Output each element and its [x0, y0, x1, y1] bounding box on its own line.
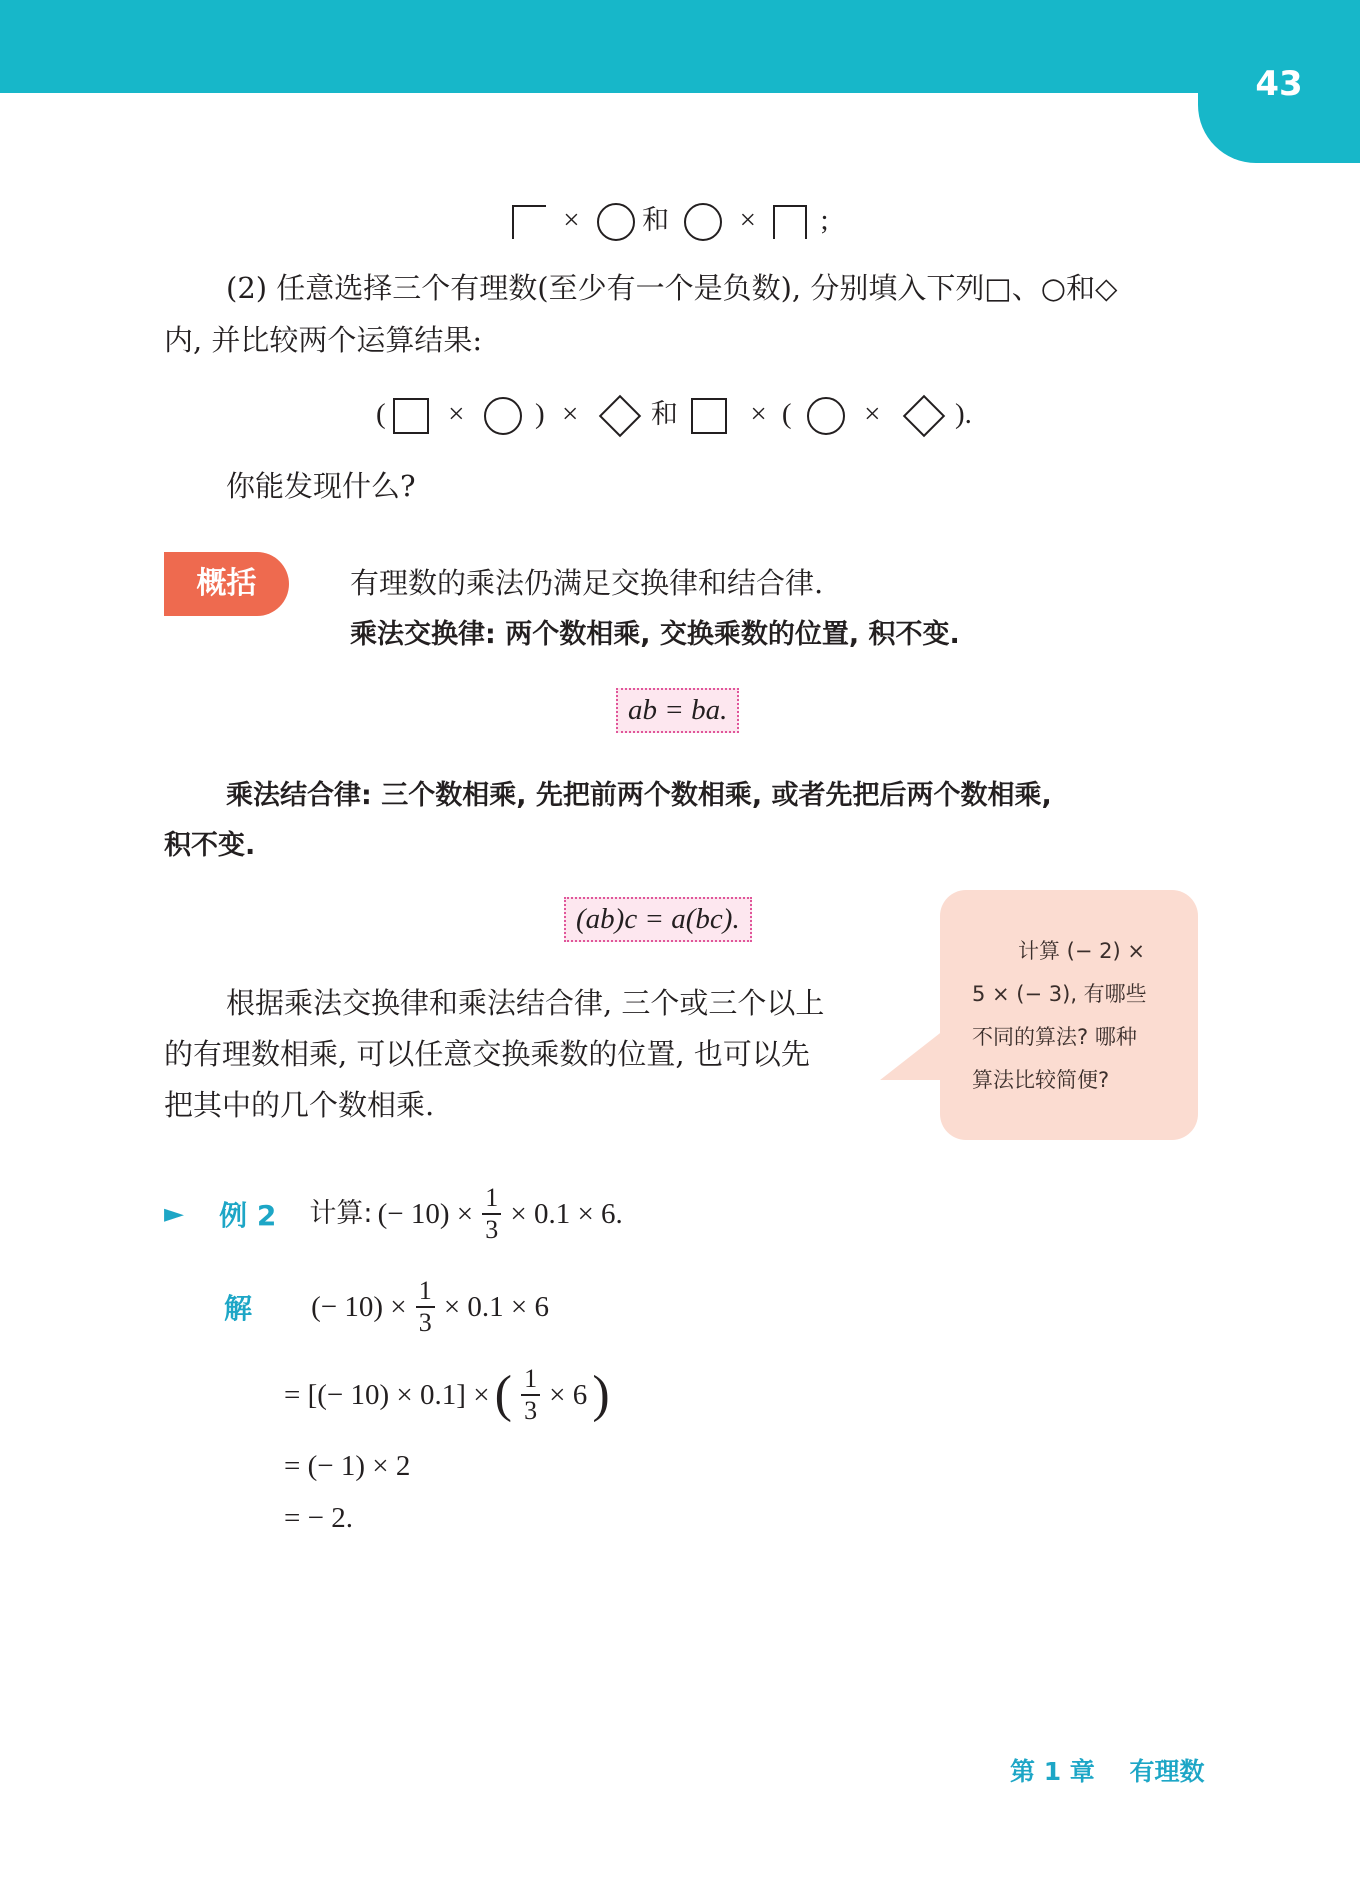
times-sign: ×	[561, 398, 579, 430]
task2-line2: 内, 并比较两个运算结果:	[164, 323, 483, 357]
fraction-numerator: 1	[521, 1364, 540, 1396]
square-placeholder-icon	[691, 398, 727, 434]
summary-intro: 有理数的乘法仍满足交换律和结合律.	[350, 566, 824, 600]
circle-placeholder-icon	[597, 203, 635, 241]
square-placeholder-icon	[512, 205, 546, 239]
fraction-numerator: 1	[416, 1276, 435, 1308]
conclusion-line3: 把其中的几个数相乘.	[164, 1088, 435, 1122]
times-sign: ×	[448, 398, 465, 430]
closing-paren-period: ).	[954, 398, 972, 430]
example-arrow-icon: ►	[164, 1199, 184, 1229]
hint-line4: 算法比较简便?	[972, 1068, 1110, 1092]
solution-step2-inner: × 6	[549, 1378, 588, 1411]
example-expr-before: (− 10) ×	[377, 1197, 474, 1230]
header-band	[0, 0, 1360, 93]
solution-label: 解	[224, 1292, 253, 1325]
associative-formula: (ab)c = a(bc).	[564, 897, 752, 942]
and-word: 和	[642, 205, 670, 236]
solution-line2	[284, 1364, 610, 1426]
solution-line1	[224, 1276, 549, 1338]
solution-line3: = (− 1) × 2	[284, 1450, 411, 1482]
associative-law-line2: 积不变.	[164, 830, 256, 861]
times-sign: ×	[739, 204, 756, 236]
fraction-denominator: 3	[485, 1215, 499, 1244]
solution-line4: = − 2.	[284, 1502, 353, 1534]
hint-bubble-text	[972, 930, 1182, 1102]
and-word: 和	[650, 399, 678, 430]
circle-placeholder-icon	[807, 397, 845, 435]
fraction-denominator: 3	[418, 1308, 432, 1337]
footer-chapter-title: 有理数	[1129, 1757, 1205, 1786]
commutative-formula: ab = ba.	[616, 688, 739, 733]
big-right-paren: )	[592, 1366, 610, 1423]
task2-question: 你能发现什么?	[226, 469, 416, 503]
footer-chapter-number: 第 1 章	[1010, 1757, 1095, 1786]
solution-step2-before: = [(− 10) × 0.1] ×	[284, 1378, 490, 1411]
hint-line3: 不同的算法? 哪种	[972, 1025, 1137, 1049]
associativity-placeholder-line	[376, 392, 972, 435]
solution-expr-after: × 0.1 × 6	[443, 1290, 550, 1323]
fraction-numerator: 1	[482, 1183, 501, 1215]
times-sign: ×	[864, 398, 881, 430]
example-prompt: 计算:	[309, 1198, 373, 1229]
footer-chapter	[1010, 1752, 1205, 1788]
hint-line2: 5 × (− 3), 有哪些	[972, 982, 1147, 1006]
summary-badge: 概括	[164, 552, 289, 616]
right-paren: )	[535, 398, 545, 430]
semicolon: ;	[820, 204, 829, 236]
square-placeholder-icon	[773, 205, 807, 239]
circle-placeholder-icon	[484, 397, 522, 435]
conclusion-line2: 的有理数相乘, 可以任意交换乘数的位置, 也可以先	[164, 1037, 810, 1071]
fraction-one-third	[416, 1276, 435, 1338]
task2-line1: (2) 任意选择三个有理数(至少有一个是负数), 分别填入下列□、○和◇	[226, 271, 1118, 305]
left-paren: (	[781, 398, 792, 430]
diamond-placeholder-icon	[902, 395, 944, 437]
bubble-tail	[880, 1030, 944, 1080]
fraction-one-third	[521, 1364, 540, 1426]
left-paren: (	[376, 398, 386, 430]
page-number: 43	[1255, 64, 1303, 104]
square-placeholder-icon	[393, 398, 429, 434]
hint-line1: 计算 (− 2) ×	[1018, 939, 1145, 963]
times-sign: ×	[563, 204, 580, 236]
swap-placeholder-line	[512, 198, 829, 241]
commutative-law: 乘法交换律: 两个数相乘, 交换乘数的位置, 积不变.	[350, 619, 960, 650]
example-label: 例 2	[219, 1199, 277, 1232]
times-sign: ×	[750, 398, 767, 430]
example-expr-after: × 0.1 × 6.	[510, 1197, 623, 1230]
diamond-placeholder-icon	[598, 395, 640, 437]
fraction-one-third	[482, 1183, 501, 1245]
associative-law-line1: 乘法结合律: 三个数相乘, 先把前两个数相乘, 或者先把后两个数相乘,	[226, 780, 1052, 811]
solution-expr-before: (− 10) ×	[311, 1290, 407, 1323]
circle-placeholder-icon	[684, 203, 722, 241]
big-left-paren: (	[494, 1366, 512, 1423]
conclusion-line1: 根据乘法交换律和乘法结合律, 三个或三个以上	[226, 986, 825, 1020]
example-2	[164, 1183, 623, 1245]
fraction-denominator: 3	[524, 1396, 538, 1425]
